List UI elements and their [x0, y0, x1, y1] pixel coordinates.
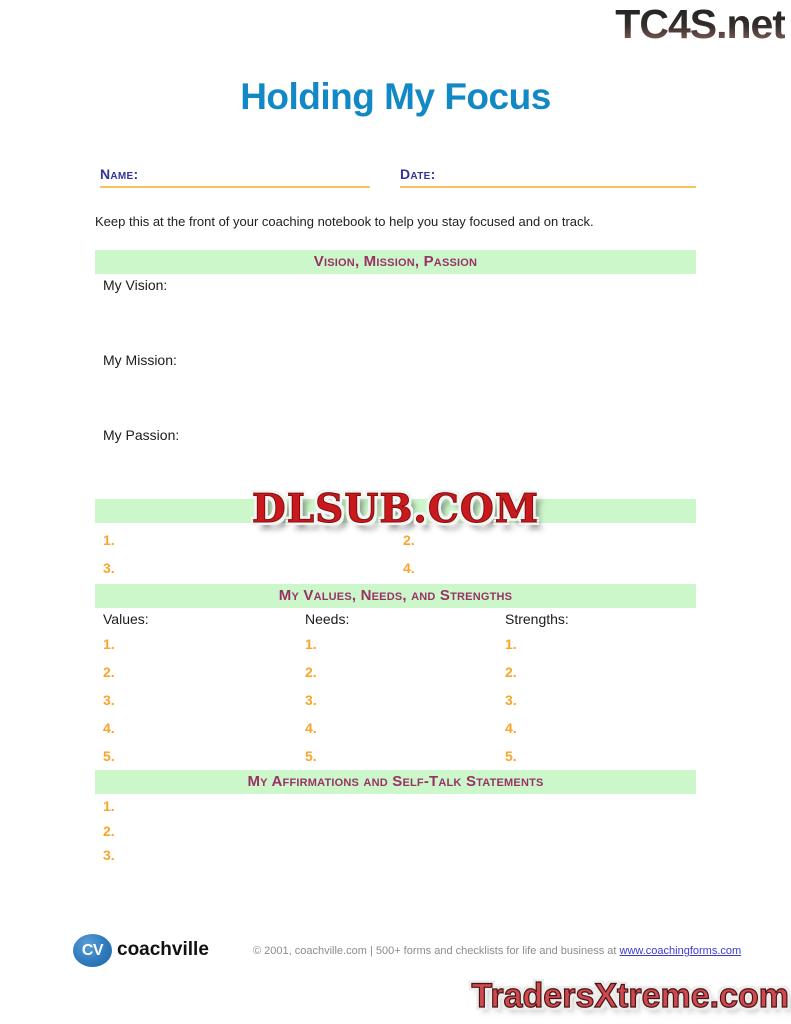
- strengths-number: 3.: [505, 692, 517, 708]
- strengths-number: 2.: [505, 664, 517, 680]
- coachville-wordmark: coachville: [117, 939, 209, 960]
- needs-number: 1.: [305, 636, 317, 652]
- needs-number: 2.: [305, 664, 317, 680]
- values-number: 1.: [103, 636, 115, 652]
- name-field[interactable]: [100, 166, 370, 188]
- section-banner-vision-label: Vision, Mission, Passion: [313, 253, 478, 270]
- cv-logo-initials: CV: [81, 941, 104, 959]
- my-mission-label: My Mission:: [103, 352, 177, 368]
- values-number: 2.: [103, 664, 115, 680]
- date-label: Date:: [400, 166, 436, 182]
- my-passion-label: My Passion:: [103, 427, 180, 443]
- section-banner-vision: [95, 250, 696, 274]
- needs-number: 4.: [305, 720, 317, 736]
- cv-logo-icon: [73, 934, 112, 967]
- affirmation-number: 1.: [103, 798, 115, 814]
- copyright-text: [253, 945, 741, 957]
- values-number: 5.: [103, 748, 115, 764]
- intro-text: Keep this at the front of your coaching notebook to help you stay focused and on track.: [95, 214, 594, 229]
- tc4s-watermark: TC4S.net: [615, 1, 785, 47]
- strengths-number: 1.: [505, 636, 517, 652]
- section-banner-affirmations: [95, 770, 696, 794]
- needs-number: 5.: [305, 748, 317, 764]
- my-vision-label: My Vision:: [103, 277, 168, 293]
- values-column-label: Values:: [103, 611, 149, 627]
- values-number: 4.: [103, 720, 115, 736]
- needs-column-label: Needs:: [305, 611, 350, 627]
- coachingforms-link[interactable]: www.coachingforms.com: [619, 945, 742, 957]
- dlsub-watermark: DLSUB.COM: [251, 486, 540, 532]
- goal-number: 2.: [403, 532, 415, 548]
- goal-number: 1.: [103, 532, 115, 548]
- affirmation-number: 2.: [103, 823, 115, 839]
- goal-number: 3.: [103, 560, 115, 576]
- page-title: Holding My Focus: [240, 76, 551, 117]
- affirmation-number: 3.: [103, 847, 115, 863]
- goal-number: 4.: [403, 560, 415, 576]
- values-number: 3.: [103, 692, 115, 708]
- needs-number: 3.: [305, 692, 317, 708]
- strengths-number: 5.: [505, 748, 517, 764]
- strengths-column-label: Strengths:: [505, 611, 569, 627]
- section-banner-values: [95, 584, 696, 608]
- section-banner-affirmations-label: My Affirmations and Self-Talk Statements: [247, 773, 544, 790]
- name-date-row: [100, 166, 696, 188]
- tradersxtreme-watermark: TradersXtreme.com: [471, 977, 789, 1015]
- copyright-prefix: © 2001, coachville.com | 500+ forms and checklists for life and business at: [253, 945, 620, 957]
- date-field[interactable]: [400, 166, 696, 188]
- name-label: Name:: [100, 166, 139, 182]
- strengths-number: 4.: [505, 720, 517, 736]
- section-banner-values-label: My Values, Needs, and Strengths: [278, 587, 513, 604]
